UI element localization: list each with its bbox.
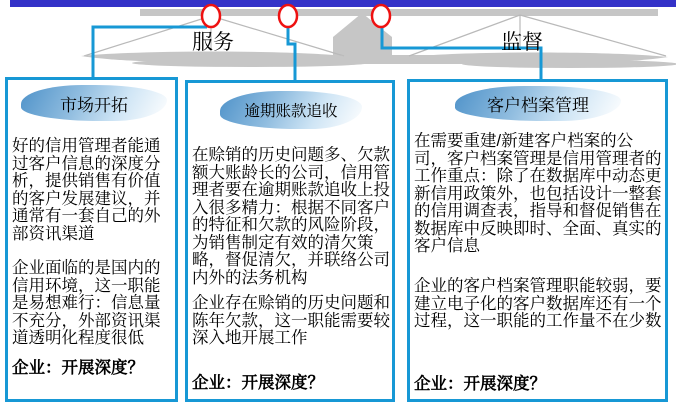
- card-market-development-paragraph-2: 企业面临的是国内的信用环境，这一职能是易想难行：信息量不充分，外部资讯渠道透明化程度很低: [12, 259, 161, 347]
- card-customer-file-management-title-banner: [455, 86, 621, 121]
- highlight-circle-2-icon: [279, 5, 297, 27]
- highlight-circle-1-icon: [202, 5, 220, 27]
- right-pan-label: 监督: [501, 31, 543, 54]
- card-customer-file-management-paragraph-2: 企业的客户档案管理职能较弱，要建立电子化的客户数据库还有一个过程，这一职能的工作量不在少数: [414, 277, 662, 330]
- card-customer-file-management: [407, 79, 668, 402]
- card-market-development-paragraph-1: 好的信用管理者能通过客户信息的深度分析，提供销售有价值的客户发展建议，并通常有一套自己的外部资讯渠道: [12, 137, 161, 243]
- card-overdue-collection-question: 企业：开展深度？: [192, 374, 324, 392]
- card-customer-file-management-question: 企业：开展深度？: [414, 375, 546, 393]
- card-customer-file-management-paragraph-1: 在需要重建/新建客户档案的公司，客户档案管理是信用管理者的工作重点：除了在数据库中动态更新信用政策外，也包括设计一整套的信用调查表，指导和督促销售在数据库中反映即时、全面、真实的客户信息: [414, 132, 662, 255]
- card-overdue-collection-title: 逾期账款追收: [244, 103, 338, 120]
- card-market-development-title: 市场开拓: [60, 95, 128, 115]
- card-overdue-collection: [185, 80, 395, 402]
- card-overdue-collection-paragraph-1: 在赊销的历史问题多、欠款额大账龄长的公司，信用管理者要在逾期账款追收上投入很多精力：根据不同客户的特征和欠款的风险阶段，为销售制定有效的清欠策略，督促清欠，并联络公司内外的法务机构: [192, 146, 390, 287]
- card-customer-file-management-title: 客户档案管理: [487, 96, 589, 115]
- left-pan-shadow: [132, 59, 368, 67]
- card-market-development-question: 企业：开展深度？: [12, 359, 144, 377]
- card-overdue-collection-paragraph-2: 企业存在赊销的历史问题和陈年欠款，这一职能需要较深入地开展工作: [192, 294, 390, 347]
- card-overdue-collection-title-banner: [220, 91, 362, 129]
- right-pan-shadow: [462, 60, 676, 68]
- left-pan-label: 服务: [192, 31, 234, 54]
- card-market-development-title-banner: [21, 85, 167, 121]
- highlight-circle-3-icon: [372, 5, 390, 27]
- card-market-development: [5, 77, 178, 402]
